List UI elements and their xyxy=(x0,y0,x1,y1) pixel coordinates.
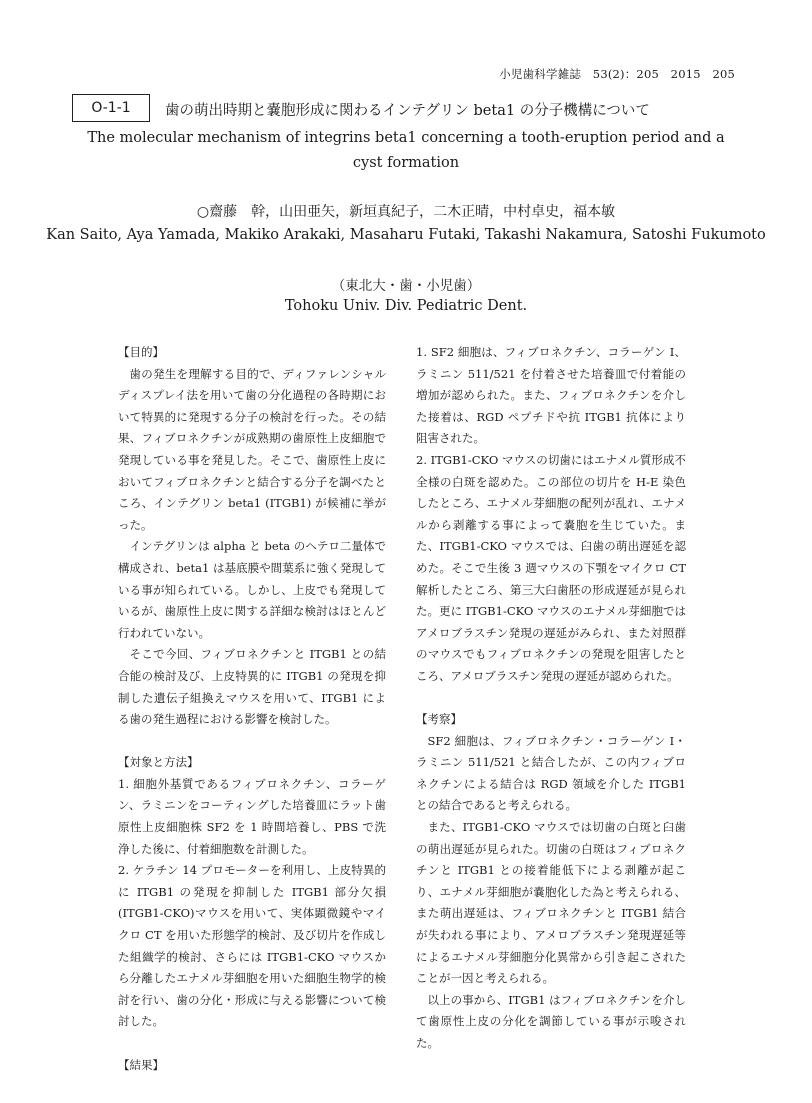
results-heading: 【結果】 xyxy=(118,1057,164,1072)
discussion-paragraph-1: SF2 細胞は、フィブロネクチン・コラーゲン I・ラミニン 511/521 と結合したが、この内フィブロネクチンによる結合は RGD 領域を介した ITGB1 との結合であると考えられる。 xyxy=(416,733,686,813)
right-column xyxy=(416,342,686,1055)
authors-japanese: ○齋藤 幹，山田亜矢，新垣真紀子，二木正晴，中村卓史，福本敏 xyxy=(196,204,616,220)
abstract-code-box: O-1-1 xyxy=(72,94,150,122)
title-english: The molecular mechanism of integrins beta1 concerning a tooth-eruption period and a cyst formation xyxy=(87,130,725,171)
affiliation-english: Tohoku Univ. Div. Pediatric Dent. xyxy=(284,298,528,314)
purpose-paragraph-2: インテグリンは alpha と beta のヘテロ二量体で構成され、beta1 は基底膜や間葉系に強く発現している事が知られている。しかし、上皮でも発現しているが、歯原性上皮に関する詳細な検討はほとんど行われていない。 xyxy=(118,539,386,640)
methods-item-1: 1. 細胞外基質であるフィブロネクチン、コラーゲン、ラミニンをコーティングした培養皿にラット歯原性上皮細胞株 SF2 を 1 時間培養し、PBS で洗浄した後に、付着細胞数を計測した。 xyxy=(118,776,386,856)
results-item-1: 1. SF2 細胞は、フィブロネクチン、コラーゲン I、ラミニン 511/521 を付着させた培養皿で付着能の増加が認められた。また、フィブロネクチンを介した接着は、RGD ペプチドや抗 ITGB1 抗体により阻害された。 xyxy=(416,345,686,446)
affiliation-japanese: （東北大・歯・小児歯） xyxy=(331,278,481,294)
title-japanese: 歯の萌出時期と嚢胞形成に関わるインテグリン beta1 の分子機構について xyxy=(165,103,650,119)
results-item-2: 2. ITGB1-CKO マウスの切歯にはエナメル質形成不全様の白斑を認めた。この部位の切片を H-E 染色したところ、エナメル芽細胞の配列が乱れ、エナメルから剥離する事によって嚢胞を生じていた。また、ITGB1-CKO マウスでは、臼歯の萌出遅延を認めた。そこで生後 3 週マウスの下顎をマイクロ CT 解析したところ、第三大臼歯胚の形成遅延が見られた。更に ITGB1-CKO マウスのエナメル芽細胞ではアメロブラスチン発現の遅延がみられ、また対照群のマウスでもフィブロネクチンの発現を阻害したところ、アメロブラスチン発現の遅延が認められた。 xyxy=(416,452,686,683)
methods-heading: 【対象と方法】 xyxy=(118,755,199,770)
authors-english: Kan Saito, Aya Yamada, Makiko Arakaki, Masaharu Futaki, Takashi Nakamura, Satoshi Fukumoto xyxy=(46,227,766,243)
discussion-paragraph-2: また、ITGB1-CKO マウスでは切歯の白斑と臼歯の萌出遅延が見られた。切歯の白斑はフィブロネクチンと ITGB1 との接着能低下による剥離が起こり、エナメル芽細胞が嚢胞化した為と考えられる、また萌出遅延は、フィブロネクチンと ITGB1 結合が失われる事により、アメロブラスチン発現遅延等によるエナメル芽細胞分化異常から引き起こされたことが一因と考えられる。 xyxy=(416,820,686,986)
discussion-paragraph-3: 以上の事から、ITGB1 はフィブロネクチンを介して歯原性上皮の分化を調節している事が示唆された。 xyxy=(416,992,686,1050)
purpose-paragraph-3: そこで今回、フィブロネクチンと ITGB1 との結合能の検討及び、上皮特異的に ITGB1 の発現を抑制した遺伝子組換えマウスを用いて、ITGB1 による歯の発生過程における影響を検討した。 xyxy=(118,647,386,727)
purpose-heading: 【目的】 xyxy=(118,345,164,359)
running-head: 小児歯科学雑誌 53(2)：205 2015 205 xyxy=(499,67,735,81)
discussion-heading: 【考察】 xyxy=(416,712,462,727)
left-column xyxy=(118,342,386,1076)
purpose-paragraph-1: 歯の発生を理解する目的で、ディファレンシャルディスプレイ法を用いて歯の分化過程の各時期において特異的に発現する分子の検討を行った。その結果、フィブロネクチンが成熟期の歯原性上皮細胞で発現している事を発見した。そこで、歯原性上皮においてフィブロネクチンと結合する分子を調べたところ、インテグリン beta1 (ITGB1) が候補に挙がった。 xyxy=(118,366,386,532)
methods-item-2: 2. ケラチン 14 プロモーターを利用し、上皮特異的に ITGB1 の発現を抑制した ITGB1 部分欠損 (ITGB1-CKO)マウスを用いて、実体顕微鏡やマイクロ CT を用いた形態学的検討、及び切片を作成した組織学的検討、さらには ITGB1-CKO マウスから分離したエナメル芽細胞を用いた細胞生物学的検討を行い、歯の分化・形成に与える影響について検討した。 xyxy=(118,863,386,1029)
